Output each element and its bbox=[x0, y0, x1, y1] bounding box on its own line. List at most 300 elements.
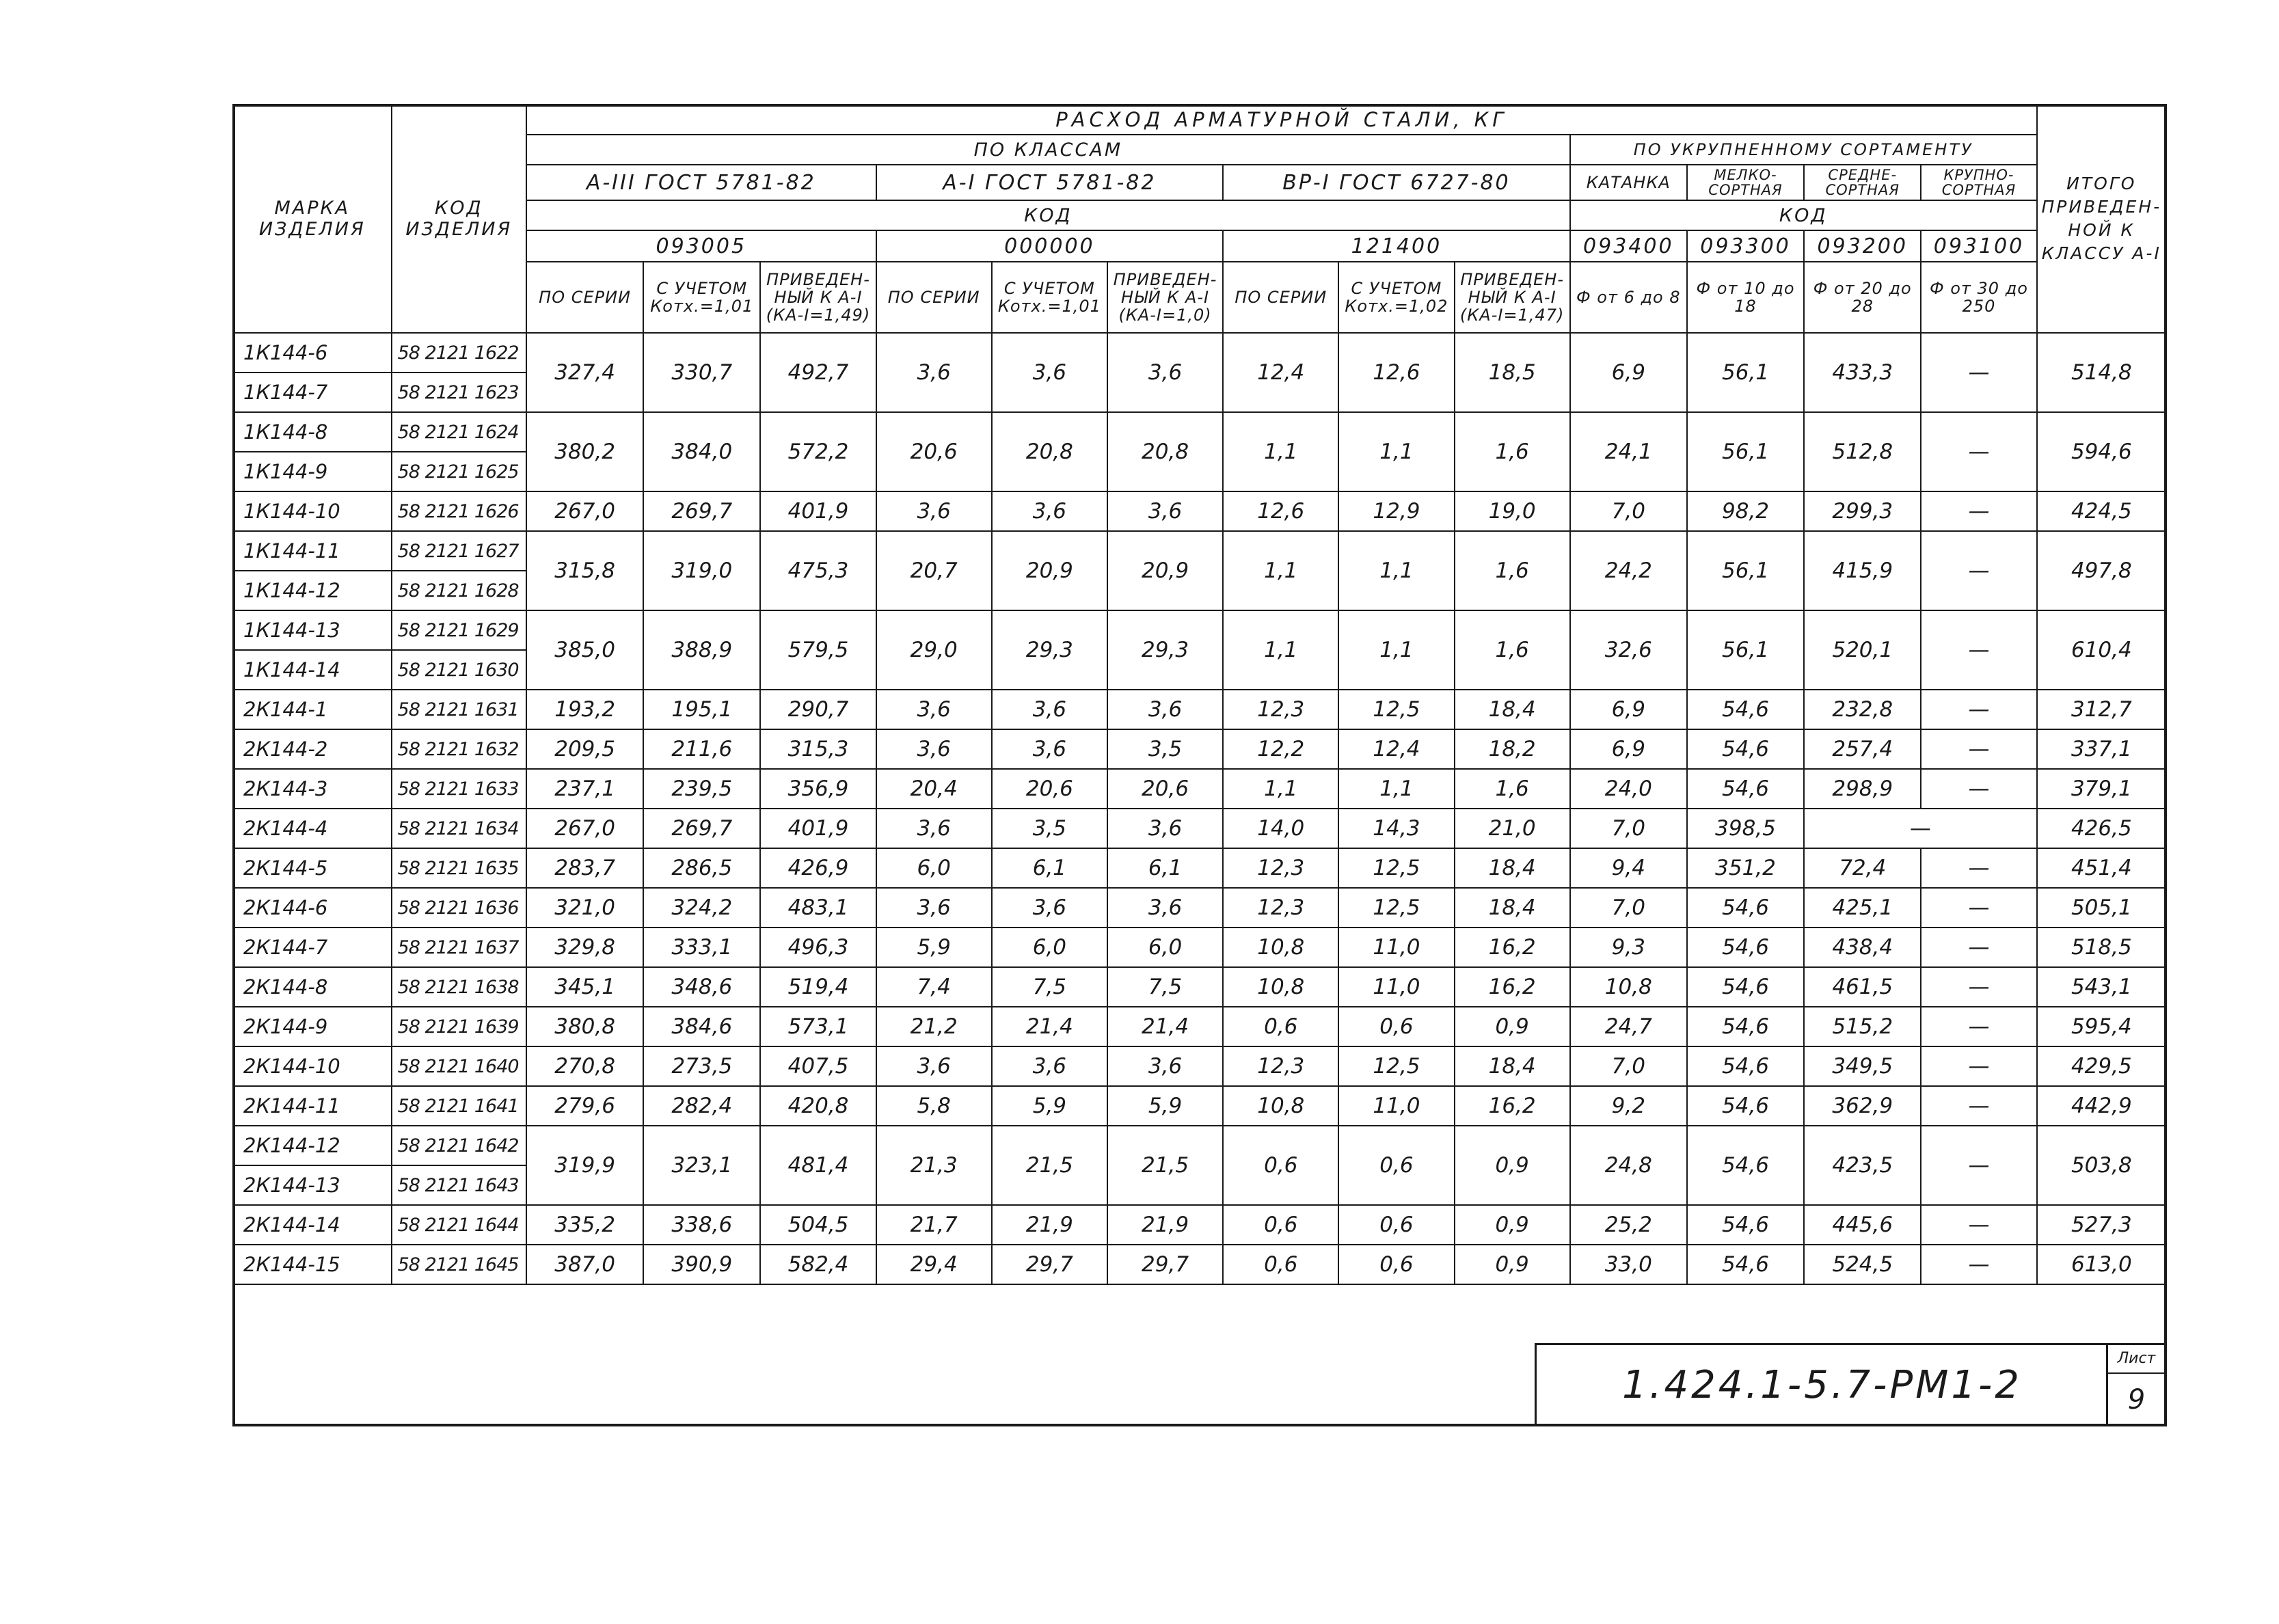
value-cell: 345,1 bbox=[526, 967, 643, 1007]
code-sredne: 093200 bbox=[1804, 230, 1921, 262]
value-cell: 299,3 bbox=[1804, 491, 1921, 531]
mark-cell: 2К144-12 bbox=[233, 1126, 392, 1165]
value-cell: 24,7 bbox=[1570, 1007, 1687, 1046]
value-cell: — bbox=[1921, 610, 2036, 690]
value-cell: 497,8 bbox=[2037, 531, 2166, 610]
melko-header: МЕЛКО-СОРТНАЯ bbox=[1687, 165, 1804, 200]
value-cell: 20,6 bbox=[1107, 769, 1223, 809]
code-cell: 58 2121 1625 bbox=[392, 452, 526, 491]
value-cell: — bbox=[1921, 531, 2036, 610]
value-cell: 496,3 bbox=[760, 928, 876, 967]
col-mark-header: МАРКА ИЗДЕЛИЯ bbox=[233, 105, 392, 333]
value-cell: 415,9 bbox=[1804, 531, 1921, 610]
class-vr1-header: ВР-I ГОСТ 6727-80 bbox=[1223, 165, 1570, 200]
value-cell: 32,6 bbox=[1570, 610, 1687, 690]
value-cell: 424,5 bbox=[2037, 491, 2166, 531]
value-cell: 1,6 bbox=[1455, 412, 1570, 491]
value-cell: 3,6 bbox=[992, 1046, 1107, 1086]
value-cell: 595,4 bbox=[2037, 1007, 2166, 1046]
value-cell: 385,0 bbox=[526, 610, 643, 690]
value-cell: 520,1 bbox=[1804, 610, 1921, 690]
value-cell: 0,6 bbox=[1338, 1007, 1454, 1046]
value-cell: 279,6 bbox=[526, 1086, 643, 1126]
value-cell: 337,1 bbox=[2037, 729, 2166, 769]
value-cell: 273,5 bbox=[643, 1046, 760, 1086]
code-cell: 58 2121 1624 bbox=[392, 412, 526, 452]
sub-vr1-with: С УЧЕТОМ Котх.=1,02 bbox=[1338, 262, 1454, 333]
code-cell: 58 2121 1637 bbox=[392, 928, 526, 967]
table-row bbox=[233, 888, 2166, 928]
value-cell: 54,6 bbox=[1687, 888, 1804, 928]
code-a3: 093005 bbox=[526, 230, 876, 262]
value-cell: 3,6 bbox=[992, 491, 1107, 531]
value-cell: 12,5 bbox=[1338, 848, 1454, 888]
table-row bbox=[233, 967, 2166, 1007]
value-cell: 324,2 bbox=[643, 888, 760, 928]
value-cell: 211,6 bbox=[643, 729, 760, 769]
value-cell: — bbox=[1921, 1086, 2036, 1126]
table-row bbox=[233, 1126, 2166, 1165]
table-title: РАСХОД АРМАТУРНОЙ СТАЛИ, КГ bbox=[526, 105, 2037, 135]
value-cell: 429,5 bbox=[2037, 1046, 2166, 1086]
value-cell: 0,6 bbox=[1223, 1007, 1338, 1046]
value-cell: 12,5 bbox=[1338, 690, 1454, 729]
mark-cell: 2К144-3 bbox=[233, 769, 392, 809]
steel-consumption-table bbox=[232, 104, 2167, 1285]
value-cell: 20,8 bbox=[1107, 412, 1223, 491]
value-cell: — bbox=[1921, 848, 2036, 888]
value-cell: 390,9 bbox=[643, 1245, 760, 1284]
document-number: 1.424.1-5.7-РМ1-2 bbox=[1622, 1362, 2022, 1407]
value-cell: 3,6 bbox=[876, 690, 992, 729]
value-cell: 12,5 bbox=[1338, 1046, 1454, 1086]
value-cell: 1,6 bbox=[1455, 769, 1570, 809]
value-cell: 56,1 bbox=[1687, 531, 1804, 610]
value-cell: 475,3 bbox=[760, 531, 876, 610]
sub-a3-with: С УЧЕТОМ Котх.=1,01 bbox=[643, 262, 760, 333]
value-cell: 54,6 bbox=[1687, 928, 1804, 967]
code-cell: 58 2121 1638 bbox=[392, 967, 526, 1007]
mark-cell: 2К144-9 bbox=[233, 1007, 392, 1046]
value-cell: 9,3 bbox=[1570, 928, 1687, 967]
value-cell: 3,6 bbox=[992, 690, 1107, 729]
value-cell: 232,8 bbox=[1804, 690, 1921, 729]
value-cell: 3,6 bbox=[992, 729, 1107, 769]
mark-cell: 2К144-2 bbox=[233, 729, 392, 769]
table-row bbox=[233, 531, 2166, 571]
code-cell: 58 2121 1630 bbox=[392, 650, 526, 690]
value-cell: 330,7 bbox=[643, 333, 760, 412]
code-melko: 093300 bbox=[1687, 230, 1804, 262]
mark-cell: 2К144-11 bbox=[233, 1086, 392, 1126]
value-cell: 20,9 bbox=[992, 531, 1107, 610]
value-cell: 269,7 bbox=[643, 491, 760, 531]
value-cell: 283,7 bbox=[526, 848, 643, 888]
value-cell: 543,1 bbox=[2037, 967, 2166, 1007]
value-cell: — bbox=[1921, 333, 2036, 412]
value-cell: 239,5 bbox=[643, 769, 760, 809]
value-cell: 505,1 bbox=[2037, 888, 2166, 928]
value-cell: 1,6 bbox=[1455, 610, 1570, 690]
value-cell: 388,9 bbox=[643, 610, 760, 690]
sheet-label: Лист bbox=[2108, 1345, 2165, 1374]
value-cell: 387,0 bbox=[526, 1245, 643, 1284]
value-cell: 348,6 bbox=[643, 967, 760, 1007]
value-cell: 315,8 bbox=[526, 531, 643, 610]
value-cell: 267,0 bbox=[526, 809, 643, 848]
value-cell: 12,2 bbox=[1223, 729, 1338, 769]
mark-cell: 1К144-10 bbox=[233, 491, 392, 531]
code-cell: 58 2121 1631 bbox=[392, 690, 526, 729]
table-row bbox=[233, 333, 2166, 373]
value-cell: 5,9 bbox=[876, 928, 992, 967]
value-cell: 7,0 bbox=[1570, 491, 1687, 531]
value-cell: 312,7 bbox=[2037, 690, 2166, 729]
value-cell: 379,1 bbox=[2037, 769, 2166, 809]
value-cell: 54,6 bbox=[1687, 690, 1804, 729]
value-cell: 380,8 bbox=[526, 1007, 643, 1046]
value-cell: — bbox=[1921, 1126, 2036, 1205]
value-cell: 5,9 bbox=[992, 1086, 1107, 1126]
value-cell: 7,0 bbox=[1570, 1046, 1687, 1086]
value-cell: 610,4 bbox=[2037, 610, 2166, 690]
value-cell: 527,3 bbox=[2037, 1205, 2166, 1245]
value-cell: 12,3 bbox=[1223, 888, 1338, 928]
mark-cell: 2К144-7 bbox=[233, 928, 392, 967]
value-cell: 29,3 bbox=[1107, 610, 1223, 690]
mark-cell: 2К144-15 bbox=[233, 1245, 392, 1284]
mark-cell: 1К144-7 bbox=[233, 373, 392, 412]
value-cell: 333,1 bbox=[643, 928, 760, 967]
class-code-label: КОД bbox=[526, 200, 1570, 230]
value-cell: 6,1 bbox=[992, 848, 1107, 888]
value-cell: 0,6 bbox=[1223, 1245, 1338, 1284]
value-cell: 21,9 bbox=[1107, 1205, 1223, 1245]
code-cell: 58 2121 1626 bbox=[392, 491, 526, 531]
value-cell: 12,6 bbox=[1223, 491, 1338, 531]
mark-cell: 2К144-13 bbox=[233, 1165, 392, 1205]
value-cell: 315,3 bbox=[760, 729, 876, 769]
value-cell: 12,3 bbox=[1223, 690, 1338, 729]
value-cell: 3,6 bbox=[992, 333, 1107, 412]
table-header bbox=[233, 105, 2166, 333]
table-row bbox=[233, 690, 2166, 729]
value-cell: 335,2 bbox=[526, 1205, 643, 1245]
value-cell: 54,6 bbox=[1687, 729, 1804, 769]
value-cell: 6,9 bbox=[1570, 729, 1687, 769]
value-cell: 481,4 bbox=[760, 1126, 876, 1205]
code-krupno: 093100 bbox=[1921, 230, 2036, 262]
value-cell: 7,5 bbox=[1107, 967, 1223, 1007]
value-cell: 327,4 bbox=[526, 333, 643, 412]
value-cell: 0,9 bbox=[1455, 1245, 1570, 1284]
code-a1: 000000 bbox=[876, 230, 1224, 262]
value-cell: 3,6 bbox=[1107, 888, 1223, 928]
value-cell: 54,6 bbox=[1687, 1086, 1804, 1126]
value-cell: 3,6 bbox=[876, 888, 992, 928]
value-cell: 11,0 bbox=[1338, 967, 1454, 1007]
value-cell: 21,2 bbox=[876, 1007, 992, 1046]
value-cell: 257,4 bbox=[1804, 729, 1921, 769]
value-cell: 362,9 bbox=[1804, 1086, 1921, 1126]
value-cell: 3,6 bbox=[876, 1046, 992, 1086]
value-cell: 18,5 bbox=[1455, 333, 1570, 412]
code-cell: 58 2121 1645 bbox=[392, 1245, 526, 1284]
value-cell: 3,6 bbox=[876, 491, 992, 531]
value-cell: 24,8 bbox=[1570, 1126, 1687, 1205]
value-cell: 24,1 bbox=[1570, 412, 1687, 491]
value-cell: 338,6 bbox=[643, 1205, 760, 1245]
value-cell: 3,6 bbox=[1107, 333, 1223, 412]
value-cell: 54,6 bbox=[1687, 967, 1804, 1007]
code-cell: 58 2121 1632 bbox=[392, 729, 526, 769]
value-cell: 1,1 bbox=[1338, 610, 1454, 690]
value-cell: 1,1 bbox=[1223, 769, 1338, 809]
value-cell: 0,6 bbox=[1223, 1126, 1338, 1205]
mark-cell: 1К144-6 bbox=[233, 333, 392, 373]
value-cell: 18,4 bbox=[1455, 1046, 1570, 1086]
value-cell: 270,8 bbox=[526, 1046, 643, 1086]
sheet-number: 9 bbox=[2127, 1384, 2146, 1416]
value-cell: 573,1 bbox=[760, 1007, 876, 1046]
value-cell: 16,2 bbox=[1455, 928, 1570, 967]
mark-cell: 2К144-10 bbox=[233, 1046, 392, 1086]
value-cell: 5,9 bbox=[1107, 1086, 1223, 1126]
value-cell: 29,7 bbox=[1107, 1245, 1223, 1284]
value-cell: 579,5 bbox=[760, 610, 876, 690]
value-cell: 18,2 bbox=[1455, 729, 1570, 769]
value-cell: 6,0 bbox=[992, 928, 1107, 967]
value-cell: 72,4 bbox=[1804, 848, 1921, 888]
dia-melko: Ф от 10 до 18 bbox=[1687, 262, 1804, 333]
value-cell: 451,4 bbox=[2037, 848, 2166, 888]
value-cell: 20,6 bbox=[992, 769, 1107, 809]
class-a3-header: А-III ГОСТ 5781-82 bbox=[526, 165, 876, 200]
value-cell: 0,9 bbox=[1455, 1007, 1570, 1046]
mark-cell: 1К144-12 bbox=[233, 571, 392, 610]
value-cell: 21,4 bbox=[992, 1007, 1107, 1046]
value-cell: 3,6 bbox=[876, 333, 992, 412]
value-cell: 613,0 bbox=[2037, 1245, 2166, 1284]
value-cell: 492,7 bbox=[760, 333, 876, 412]
table-row bbox=[233, 848, 2166, 888]
value-cell: 5,8 bbox=[876, 1086, 992, 1126]
value-cell: 18,4 bbox=[1455, 888, 1570, 928]
value-cell: 407,5 bbox=[760, 1046, 876, 1086]
mark-cell: 2К144-4 bbox=[233, 809, 392, 848]
table-row bbox=[233, 491, 2166, 531]
value-cell: 351,2 bbox=[1687, 848, 1804, 888]
value-cell: 54,6 bbox=[1687, 769, 1804, 809]
value-cell: 6,9 bbox=[1570, 333, 1687, 412]
value-cell: 519,4 bbox=[760, 967, 876, 1007]
value-cell: 7,0 bbox=[1570, 809, 1687, 848]
value-cell: 0,6 bbox=[1338, 1126, 1454, 1205]
value-cell: 3,6 bbox=[1107, 1046, 1223, 1086]
value-cell: 21,5 bbox=[1107, 1126, 1223, 1205]
value-cell: 423,5 bbox=[1804, 1126, 1921, 1205]
value-cell: 504,5 bbox=[760, 1205, 876, 1245]
value-cell: 384,0 bbox=[643, 412, 760, 491]
mark-cell: 1К144-9 bbox=[233, 452, 392, 491]
value-cell: — bbox=[1921, 491, 2036, 531]
value-cell: — bbox=[1921, 1205, 2036, 1245]
value-cell: 398,5 bbox=[1687, 809, 1804, 848]
code-cell: 58 2121 1628 bbox=[392, 571, 526, 610]
col-total-header: ИТОГО ПРИВЕДЕН-НОЙ К КЛАССУ А-I bbox=[2037, 105, 2166, 333]
class-a1-header: А-I ГОСТ 5781-82 bbox=[876, 165, 1224, 200]
value-cell: 10,8 bbox=[1223, 928, 1338, 967]
value-cell: 282,4 bbox=[643, 1086, 760, 1126]
table-row bbox=[233, 729, 2166, 769]
value-cell: 12,3 bbox=[1223, 848, 1338, 888]
value-cell: 12,4 bbox=[1338, 729, 1454, 769]
dia-katanka: Ф от 6 до 8 bbox=[1570, 262, 1687, 333]
value-cell: 582,4 bbox=[760, 1245, 876, 1284]
value-cell: 319,9 bbox=[526, 1126, 643, 1205]
value-cell: 12,4 bbox=[1223, 333, 1338, 412]
value-cell: 384,6 bbox=[643, 1007, 760, 1046]
value-cell: 380,2 bbox=[526, 412, 643, 491]
code-vr1: 121400 bbox=[1223, 230, 1570, 262]
value-cell: — bbox=[1921, 967, 2036, 1007]
mark-cell: 2К144-14 bbox=[233, 1205, 392, 1245]
krupno-header: КРУПНО-СОРТНАЯ bbox=[1921, 165, 2036, 200]
col-code-header: КОД ИЗДЕЛИЯ bbox=[392, 105, 526, 333]
value-cell: 3,6 bbox=[1107, 491, 1223, 531]
value-cell: 0,6 bbox=[1338, 1205, 1454, 1245]
mark-cell: 1К144-8 bbox=[233, 412, 392, 452]
value-cell: 56,1 bbox=[1687, 610, 1804, 690]
table-row bbox=[233, 1007, 2166, 1046]
value-cell: 54,6 bbox=[1687, 1007, 1804, 1046]
value-cell: 483,1 bbox=[760, 888, 876, 928]
value-cell: 9,2 bbox=[1570, 1086, 1687, 1126]
value-cell: 0,6 bbox=[1223, 1205, 1338, 1245]
table-row bbox=[233, 610, 2166, 650]
sub-a1-reduced: ПРИВЕДЕН-НЫЙ К А-I (КА-I=1,0) bbox=[1107, 262, 1223, 333]
code-cell: 58 2121 1639 bbox=[392, 1007, 526, 1046]
value-cell: 267,0 bbox=[526, 491, 643, 531]
value-cell: 14,0 bbox=[1223, 809, 1338, 848]
table-body bbox=[233, 333, 2166, 1284]
sub-vr1-reduced: ПРИВЕДЕН-НЫЙ К А-I (КА-I=1,47) bbox=[1455, 262, 1570, 333]
code-cell: 58 2121 1622 bbox=[392, 333, 526, 373]
value-cell: 195,1 bbox=[643, 690, 760, 729]
value-cell: 503,8 bbox=[2037, 1126, 2166, 1205]
value-cell: 512,8 bbox=[1804, 412, 1921, 491]
value-cell: 6,0 bbox=[876, 848, 992, 888]
value-cell: 21,9 bbox=[992, 1205, 1107, 1245]
value-cell: 442,9 bbox=[2037, 1086, 2166, 1126]
value-cell: 1,6 bbox=[1455, 531, 1570, 610]
value-cell: 515,2 bbox=[1804, 1007, 1921, 1046]
value-cell: 14,3 bbox=[1338, 809, 1454, 848]
value-cell: 3,6 bbox=[1107, 809, 1223, 848]
value-cell: 20,7 bbox=[876, 531, 992, 610]
dia-krupno: Ф от 30 до 250 bbox=[1921, 262, 2036, 333]
value-cell: 461,5 bbox=[1804, 967, 1921, 1007]
value-cell: 29,7 bbox=[992, 1245, 1107, 1284]
title-block bbox=[1535, 1343, 2167, 1426]
value-cell: 426,9 bbox=[760, 848, 876, 888]
value-cell: 401,9 bbox=[760, 809, 876, 848]
value-cell: 7,4 bbox=[876, 967, 992, 1007]
value-cell: — bbox=[1921, 928, 2036, 967]
table-row bbox=[233, 1086, 2166, 1126]
table-row bbox=[233, 1205, 2166, 1245]
value-cell: 29,3 bbox=[992, 610, 1107, 690]
value-cell: 12,9 bbox=[1338, 491, 1454, 531]
value-cell: 286,5 bbox=[643, 848, 760, 888]
mark-cell: 1К144-13 bbox=[233, 610, 392, 650]
value-cell: 6,9 bbox=[1570, 690, 1687, 729]
value-cell: — bbox=[1921, 1046, 2036, 1086]
value-cell: 20,6 bbox=[876, 412, 992, 491]
code-cell: 58 2121 1644 bbox=[392, 1205, 526, 1245]
value-cell: 54,6 bbox=[1687, 1205, 1804, 1245]
code-cell: 58 2121 1629 bbox=[392, 610, 526, 650]
value-cell: 6,1 bbox=[1107, 848, 1223, 888]
value-cell: 56,1 bbox=[1687, 412, 1804, 491]
value-cell: 12,3 bbox=[1223, 1046, 1338, 1086]
value-cell: 7,5 bbox=[992, 967, 1107, 1007]
value-cell: 445,6 bbox=[1804, 1205, 1921, 1245]
value-cell: 21,7 bbox=[876, 1205, 992, 1245]
mark-cell: 2К144-1 bbox=[233, 690, 392, 729]
value-cell: 16,2 bbox=[1455, 1086, 1570, 1126]
value-cell: 425,1 bbox=[1804, 888, 1921, 928]
katanka-header: КАТАНКА bbox=[1570, 165, 1687, 200]
value-cell: 29,4 bbox=[876, 1245, 992, 1284]
value-cell: 18,4 bbox=[1455, 690, 1570, 729]
value-cell: 319,0 bbox=[643, 531, 760, 610]
value-cell: — bbox=[1804, 809, 2037, 848]
value-cell: 9,4 bbox=[1570, 848, 1687, 888]
value-cell: 11,0 bbox=[1338, 1086, 1454, 1126]
value-cell: 12,6 bbox=[1338, 333, 1454, 412]
value-cell: 433,3 bbox=[1804, 333, 1921, 412]
value-cell: 3,6 bbox=[876, 809, 992, 848]
value-cell: 1,1 bbox=[1338, 769, 1454, 809]
value-cell: 98,2 bbox=[1687, 491, 1804, 531]
value-cell: 33,0 bbox=[1570, 1245, 1687, 1284]
value-cell: 572,2 bbox=[760, 412, 876, 491]
value-cell: 56,1 bbox=[1687, 333, 1804, 412]
table-row bbox=[233, 1245, 2166, 1284]
value-cell: — bbox=[1921, 888, 2036, 928]
value-cell: 10,8 bbox=[1223, 967, 1338, 1007]
value-cell: — bbox=[1921, 769, 2036, 809]
value-cell: 290,7 bbox=[760, 690, 876, 729]
value-cell: — bbox=[1921, 1245, 2036, 1284]
value-cell: 7,0 bbox=[1570, 888, 1687, 928]
sub-a1-with: С УЧЕТОМ Котх.=1,01 bbox=[992, 262, 1107, 333]
code-cell: 58 2121 1636 bbox=[392, 888, 526, 928]
value-cell: 29,0 bbox=[876, 610, 992, 690]
value-cell: 420,8 bbox=[760, 1086, 876, 1126]
value-cell: 209,5 bbox=[526, 729, 643, 769]
sub-a3-reduced: ПРИВЕДЕН-НЫЙ К А-I (КА-I=1,49) bbox=[760, 262, 876, 333]
value-cell: 3,5 bbox=[1107, 729, 1223, 769]
value-cell: 19,0 bbox=[1455, 491, 1570, 531]
value-cell: 321,0 bbox=[526, 888, 643, 928]
value-cell: 298,9 bbox=[1804, 769, 1921, 809]
code-cell: 58 2121 1641 bbox=[392, 1086, 526, 1126]
value-cell: 20,4 bbox=[876, 769, 992, 809]
table-row bbox=[233, 769, 2166, 809]
value-cell: — bbox=[1921, 412, 2036, 491]
